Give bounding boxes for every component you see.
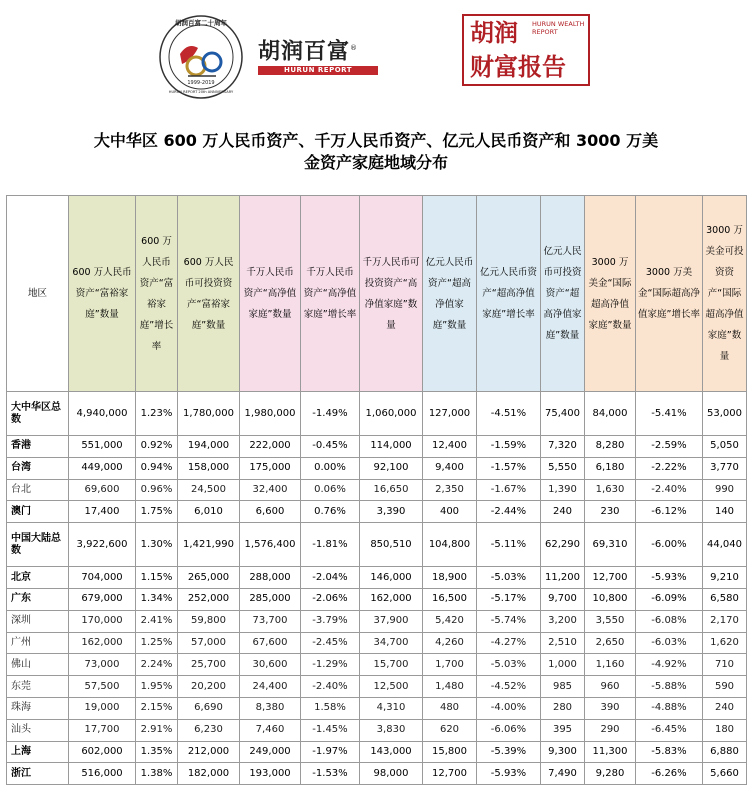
column-header: 亿元人民币可投资资产“超高净值家庭”数量 bbox=[541, 196, 585, 392]
value-cell: -5.83% bbox=[636, 741, 703, 763]
value-cell: 1.95% bbox=[136, 676, 178, 698]
value-cell: 1,630 bbox=[585, 479, 636, 501]
value-cell: 280 bbox=[541, 697, 585, 719]
value-cell: -2.22% bbox=[636, 457, 703, 479]
table-body bbox=[7, 392, 747, 785]
value-cell: -1.57% bbox=[477, 457, 541, 479]
table-row bbox=[7, 479, 747, 501]
value-cell: -5.03% bbox=[477, 654, 541, 676]
value-cell: -4.88% bbox=[636, 697, 703, 719]
column-header: 600 万人民币资产“富裕家庭”数量 bbox=[69, 196, 136, 392]
value-cell: 249,000 bbox=[240, 741, 301, 763]
value-cell: 265,000 bbox=[178, 567, 240, 589]
value-cell: 3,390 bbox=[360, 501, 423, 523]
value-cell: -1.45% bbox=[301, 719, 360, 741]
table-row bbox=[7, 567, 747, 589]
region-cell: 珠海 bbox=[7, 697, 69, 719]
value-cell: 0.94% bbox=[136, 457, 178, 479]
value-cell: 193,000 bbox=[240, 763, 301, 785]
anniversary-years-text: 1999-2019 bbox=[187, 80, 215, 86]
value-cell: 25,700 bbox=[178, 654, 240, 676]
value-cell: 395 bbox=[541, 719, 585, 741]
column-header: 600 万人民币资产“富裕家庭”增长率 bbox=[136, 196, 178, 392]
wealth-report-title-line2: 财富报告 bbox=[470, 53, 566, 81]
value-cell: 9,700 bbox=[541, 588, 585, 610]
value-cell: 12,700 bbox=[585, 567, 636, 589]
value-cell: 34,700 bbox=[360, 632, 423, 654]
value-cell: 3,922,600 bbox=[69, 523, 136, 567]
anniversary-text-ring bbox=[158, 14, 244, 100]
value-cell: 9,280 bbox=[585, 763, 636, 785]
value-cell: -5.11% bbox=[477, 523, 541, 567]
value-cell: 8,280 bbox=[585, 436, 636, 458]
value-cell: 1,480 bbox=[423, 676, 477, 698]
column-header: 600 万人民币可投资资产“富裕家庭”数量 bbox=[178, 196, 240, 392]
region-cell: 汕头 bbox=[7, 719, 69, 741]
value-cell: 127,000 bbox=[423, 392, 477, 436]
value-cell: 9,400 bbox=[423, 457, 477, 479]
value-cell: 985 bbox=[541, 676, 585, 698]
column-header: 3000 万美金可投资资产“国际超高净值家庭”数量 bbox=[703, 196, 747, 392]
value-cell: 480 bbox=[423, 697, 477, 719]
column-header: 千万人民币可投资资产“高净值家庭”数量 bbox=[360, 196, 423, 392]
value-cell: 140 bbox=[703, 501, 747, 523]
value-cell: -6.12% bbox=[636, 501, 703, 523]
value-cell: 170,000 bbox=[69, 610, 136, 632]
value-cell: -6.09% bbox=[636, 588, 703, 610]
value-cell: -1.59% bbox=[477, 436, 541, 458]
table-row bbox=[7, 697, 747, 719]
value-cell: 7,490 bbox=[541, 763, 585, 785]
value-cell: -4.27% bbox=[477, 632, 541, 654]
value-cell: 6,690 bbox=[178, 697, 240, 719]
value-cell: 5,550 bbox=[541, 457, 585, 479]
value-cell: -4.52% bbox=[477, 676, 541, 698]
region-cell: 广州 bbox=[7, 632, 69, 654]
table-row bbox=[7, 523, 747, 567]
value-cell: 390 bbox=[585, 697, 636, 719]
value-cell: 20,200 bbox=[178, 676, 240, 698]
hurun-report-logo bbox=[258, 36, 384, 74]
value-cell: 69,310 bbox=[585, 523, 636, 567]
table-row bbox=[7, 654, 747, 676]
value-cell: -1.29% bbox=[301, 654, 360, 676]
value-cell: 2,510 bbox=[541, 632, 585, 654]
table-row bbox=[7, 719, 747, 741]
value-cell: -1.53% bbox=[301, 763, 360, 785]
value-cell: 288,000 bbox=[240, 567, 301, 589]
value-cell: 290 bbox=[585, 719, 636, 741]
hurun-cn-text: 胡润百富 bbox=[258, 39, 351, 65]
value-cell: 1.34% bbox=[136, 588, 178, 610]
value-cell: 17,400 bbox=[69, 501, 136, 523]
value-cell: -6.03% bbox=[636, 632, 703, 654]
anniversary-bottom-text: HURUN REPORT 20th ANNIVERSARY bbox=[168, 90, 234, 94]
value-cell: 449,000 bbox=[69, 457, 136, 479]
value-cell: 1,576,400 bbox=[240, 523, 301, 567]
value-cell: 15,700 bbox=[360, 654, 423, 676]
value-cell: -1.49% bbox=[301, 392, 360, 436]
value-cell: 6,880 bbox=[703, 741, 747, 763]
value-cell: 114,000 bbox=[360, 436, 423, 458]
value-cell: 2.15% bbox=[136, 697, 178, 719]
value-cell: -4.00% bbox=[477, 697, 541, 719]
value-cell: 104,800 bbox=[423, 523, 477, 567]
value-cell: 73,000 bbox=[69, 654, 136, 676]
value-cell: 2.41% bbox=[136, 610, 178, 632]
value-cell: 7,460 bbox=[240, 719, 301, 741]
value-cell: 32,400 bbox=[240, 479, 301, 501]
value-cell: 24,500 bbox=[178, 479, 240, 501]
column-header: 地区 bbox=[7, 196, 69, 392]
title-line-1: 大中华区 600 万人民币资产、千万人民币资产、亿元人民币资产和 3000 万美 bbox=[93, 131, 659, 150]
value-cell: 230 bbox=[585, 501, 636, 523]
value-cell: 16,650 bbox=[360, 479, 423, 501]
column-header: 3000 万美金“国际超高净值家庭”增长率 bbox=[636, 196, 703, 392]
value-cell: 3,550 bbox=[585, 610, 636, 632]
value-cell: 990 bbox=[703, 479, 747, 501]
value-cell: 182,000 bbox=[178, 763, 240, 785]
table-row bbox=[7, 436, 747, 458]
value-cell: 1,160 bbox=[585, 654, 636, 676]
table-row bbox=[7, 501, 747, 523]
value-cell: 3,770 bbox=[703, 457, 747, 479]
table-row bbox=[7, 610, 747, 632]
value-cell: -1.81% bbox=[301, 523, 360, 567]
value-cell: -0.45% bbox=[301, 436, 360, 458]
region-cell: 广东 bbox=[7, 588, 69, 610]
value-cell: 175,000 bbox=[240, 457, 301, 479]
value-cell: 3,830 bbox=[360, 719, 423, 741]
value-cell: 1.35% bbox=[136, 741, 178, 763]
value-cell: 62,290 bbox=[541, 523, 585, 567]
region-cell: 东莞 bbox=[7, 676, 69, 698]
logo-bar bbox=[0, 0, 752, 100]
value-cell: 602,000 bbox=[69, 741, 136, 763]
region-cell: 大中华区总数 bbox=[7, 392, 69, 436]
value-cell: -6.06% bbox=[477, 719, 541, 741]
value-cell: -5.03% bbox=[477, 567, 541, 589]
value-cell: 30,600 bbox=[240, 654, 301, 676]
value-cell: 59,800 bbox=[178, 610, 240, 632]
value-cell: 1.38% bbox=[136, 763, 178, 785]
value-cell: 1,421,990 bbox=[178, 523, 240, 567]
value-cell: -1.97% bbox=[301, 741, 360, 763]
column-header: 亿元人民币资产“超高净值家庭”增长率 bbox=[477, 196, 541, 392]
value-cell: 24,400 bbox=[240, 676, 301, 698]
value-cell: 6,010 bbox=[178, 501, 240, 523]
value-cell: 194,000 bbox=[178, 436, 240, 458]
value-cell: 7,320 bbox=[541, 436, 585, 458]
value-cell: 19,000 bbox=[69, 697, 136, 719]
value-cell: -2.04% bbox=[301, 567, 360, 589]
value-cell: 1,780,000 bbox=[178, 392, 240, 436]
region-cell: 上海 bbox=[7, 741, 69, 763]
value-cell: -5.93% bbox=[636, 567, 703, 589]
table-row bbox=[7, 457, 747, 479]
value-cell: 710 bbox=[703, 654, 747, 676]
value-cell: -5.39% bbox=[477, 741, 541, 763]
value-cell: 0.92% bbox=[136, 436, 178, 458]
value-cell: 37,900 bbox=[360, 610, 423, 632]
value-cell: -5.17% bbox=[477, 588, 541, 610]
anniversary-logo bbox=[158, 14, 244, 100]
value-cell: 2,170 bbox=[703, 610, 747, 632]
value-cell: 75,400 bbox=[541, 392, 585, 436]
value-cell: 222,000 bbox=[240, 436, 301, 458]
value-cell: 0.96% bbox=[136, 479, 178, 501]
value-cell: 5,420 bbox=[423, 610, 477, 632]
region-cell: 香港 bbox=[7, 436, 69, 458]
value-cell: 146,000 bbox=[360, 567, 423, 589]
value-cell: -2.40% bbox=[636, 479, 703, 501]
value-cell: 4,940,000 bbox=[69, 392, 136, 436]
value-cell: 400 bbox=[423, 501, 477, 523]
value-cell: 1.23% bbox=[136, 392, 178, 436]
value-cell: 53,000 bbox=[703, 392, 747, 436]
value-cell: 73,700 bbox=[240, 610, 301, 632]
value-cell: 9,300 bbox=[541, 741, 585, 763]
value-cell: 15,800 bbox=[423, 741, 477, 763]
value-cell: 6,230 bbox=[178, 719, 240, 741]
value-cell: 1.25% bbox=[136, 632, 178, 654]
value-cell: 0.06% bbox=[301, 479, 360, 501]
value-cell: -6.00% bbox=[636, 523, 703, 567]
hurun-en-text: HURUN REPORT bbox=[258, 66, 378, 75]
value-cell: -6.08% bbox=[636, 610, 703, 632]
value-cell: 0.76% bbox=[301, 501, 360, 523]
value-cell: 960 bbox=[585, 676, 636, 698]
value-cell: -5.41% bbox=[636, 392, 703, 436]
value-cell: 18,900 bbox=[423, 567, 477, 589]
value-cell: 9,210 bbox=[703, 567, 747, 589]
value-cell: 92,100 bbox=[360, 457, 423, 479]
value-cell: 285,000 bbox=[240, 588, 301, 610]
value-cell: 516,000 bbox=[69, 763, 136, 785]
value-cell: -3.79% bbox=[301, 610, 360, 632]
registered-mark: ® bbox=[350, 44, 359, 52]
value-cell: 704,000 bbox=[69, 567, 136, 589]
value-cell: 143,000 bbox=[360, 741, 423, 763]
value-cell: 1,390 bbox=[541, 479, 585, 501]
value-cell: -5.74% bbox=[477, 610, 541, 632]
value-cell: 5,050 bbox=[703, 436, 747, 458]
value-cell: 11,300 bbox=[585, 741, 636, 763]
value-cell: 57,500 bbox=[69, 676, 136, 698]
value-cell: 180 bbox=[703, 719, 747, 741]
title-line-2: 金资产家庭地域分布 bbox=[303, 153, 448, 172]
value-cell: 1.15% bbox=[136, 567, 178, 589]
value-cell: 67,600 bbox=[240, 632, 301, 654]
value-cell: 0.00% bbox=[301, 457, 360, 479]
value-cell: -4.92% bbox=[636, 654, 703, 676]
value-cell: -6.45% bbox=[636, 719, 703, 741]
value-cell: 1.75% bbox=[136, 501, 178, 523]
value-cell: 1,000 bbox=[541, 654, 585, 676]
value-cell: 12,400 bbox=[423, 436, 477, 458]
value-cell: 1,700 bbox=[423, 654, 477, 676]
region-cell: 台北 bbox=[7, 479, 69, 501]
column-header: 千万人民币资产“高净值家庭”增长率 bbox=[301, 196, 360, 392]
wealth-report-en-text: HURUN WEALTH REPORT bbox=[532, 20, 585, 36]
region-cell: 台湾 bbox=[7, 457, 69, 479]
region-cell: 浙江 bbox=[7, 763, 69, 785]
value-cell: 2,350 bbox=[423, 479, 477, 501]
table-row bbox=[7, 392, 747, 436]
value-cell: 12,700 bbox=[423, 763, 477, 785]
value-cell: -6.26% bbox=[636, 763, 703, 785]
table-row bbox=[7, 741, 747, 763]
value-cell: 590 bbox=[703, 676, 747, 698]
region-cell: 深圳 bbox=[7, 610, 69, 632]
value-cell: 6,580 bbox=[703, 588, 747, 610]
region-cell: 佛山 bbox=[7, 654, 69, 676]
value-cell: 1.58% bbox=[301, 697, 360, 719]
value-cell: 8,380 bbox=[240, 697, 301, 719]
wealth-report-title-line1: 胡润 bbox=[470, 19, 518, 47]
value-cell: 6,600 bbox=[240, 501, 301, 523]
value-cell: 850,510 bbox=[360, 523, 423, 567]
value-cell: -2.44% bbox=[477, 501, 541, 523]
value-cell: 620 bbox=[423, 719, 477, 741]
value-cell: -2.40% bbox=[301, 676, 360, 698]
value-cell: 2.24% bbox=[136, 654, 178, 676]
column-header: 千万人民币资产“高净值家庭”数量 bbox=[240, 196, 301, 392]
value-cell: 1,060,000 bbox=[360, 392, 423, 436]
table-header-row bbox=[7, 196, 747, 392]
page-title bbox=[0, 130, 752, 174]
table-row bbox=[7, 676, 747, 698]
table-row bbox=[7, 588, 747, 610]
value-cell: 3,200 bbox=[541, 610, 585, 632]
value-cell: 240 bbox=[541, 501, 585, 523]
wealth-distribution-table bbox=[6, 195, 747, 785]
value-cell: 84,000 bbox=[585, 392, 636, 436]
value-cell: -2.06% bbox=[301, 588, 360, 610]
value-cell: 10,800 bbox=[585, 588, 636, 610]
value-cell: 98,000 bbox=[360, 763, 423, 785]
table-row bbox=[7, 763, 747, 785]
value-cell: 162,000 bbox=[69, 632, 136, 654]
value-cell: -1.67% bbox=[477, 479, 541, 501]
value-cell: 16,500 bbox=[423, 588, 477, 610]
value-cell: 4,260 bbox=[423, 632, 477, 654]
column-header: 3000 万美金“国际超高净值家庭”数量 bbox=[585, 196, 636, 392]
value-cell: 2.91% bbox=[136, 719, 178, 741]
value-cell: 1,980,000 bbox=[240, 392, 301, 436]
value-cell: 5,660 bbox=[703, 763, 747, 785]
value-cell: 11,200 bbox=[541, 567, 585, 589]
value-cell: 57,000 bbox=[178, 632, 240, 654]
value-cell: -2.59% bbox=[636, 436, 703, 458]
value-cell: -5.88% bbox=[636, 676, 703, 698]
value-cell: 679,000 bbox=[69, 588, 136, 610]
value-cell: 6,180 bbox=[585, 457, 636, 479]
value-cell: 1,620 bbox=[703, 632, 747, 654]
value-cell: 240 bbox=[703, 697, 747, 719]
value-cell: 12,500 bbox=[360, 676, 423, 698]
value-cell: 44,040 bbox=[703, 523, 747, 567]
value-cell: -4.51% bbox=[477, 392, 541, 436]
value-cell: 162,000 bbox=[360, 588, 423, 610]
column-header: 亿元人民币资产“超高净值家庭”数量 bbox=[423, 196, 477, 392]
value-cell: 2,650 bbox=[585, 632, 636, 654]
wealth-report-logo bbox=[462, 14, 590, 86]
region-cell: 中国大陆总数 bbox=[7, 523, 69, 567]
value-cell: 158,000 bbox=[178, 457, 240, 479]
region-cell: 澳门 bbox=[7, 501, 69, 523]
value-cell: 551,000 bbox=[69, 436, 136, 458]
value-cell: 69,600 bbox=[69, 479, 136, 501]
region-cell: 北京 bbox=[7, 567, 69, 589]
table-row bbox=[7, 632, 747, 654]
value-cell: 4,310 bbox=[360, 697, 423, 719]
value-cell: -2.45% bbox=[301, 632, 360, 654]
value-cell: 252,000 bbox=[178, 588, 240, 610]
value-cell: -5.93% bbox=[477, 763, 541, 785]
anniversary-top-text: 胡润百富二十周年 bbox=[175, 19, 227, 27]
value-cell: 212,000 bbox=[178, 741, 240, 763]
value-cell: 1.30% bbox=[136, 523, 178, 567]
value-cell: 17,700 bbox=[69, 719, 136, 741]
